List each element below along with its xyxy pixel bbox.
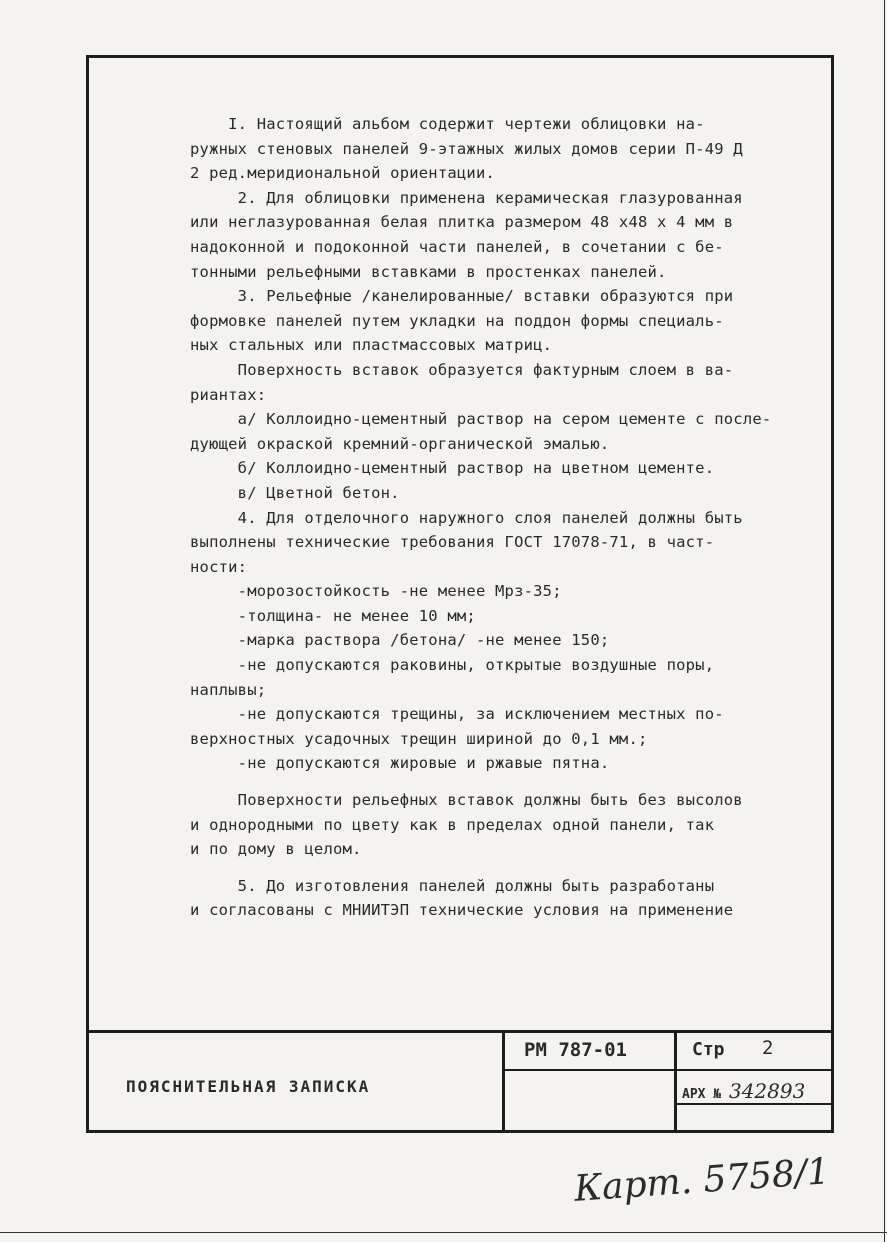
text-line: Поверхности рельефных вставок должны быть без высолов <box>190 791 743 810</box>
text-line: тонными рельефными вставками в простенках панелей. <box>190 262 667 281</box>
text-line: и согласованы с МНИИТЭП технические условия на применение <box>190 901 734 920</box>
text-line: риантах: <box>190 385 267 404</box>
text-line: -толщина- не менее 10 мм; <box>190 606 476 625</box>
text-line: в/ Цветной бетон. <box>190 483 400 502</box>
text-line: -морозостойкость -не менее Мрз-35; <box>190 582 562 601</box>
text-line: -не допускаются трещины, за исключением местных по- <box>190 705 724 724</box>
text-line: надоконной и подоконной части панелей, в сочетании с бе- <box>190 237 724 256</box>
document-code: РМ 787-01 <box>524 1039 627 1061</box>
document-title: ПОЯСНИТЕЛЬНАЯ ЗАПИСКА <box>126 1077 371 1096</box>
handwritten-note: Карт. 5758/1 <box>572 1151 832 1210</box>
paragraph-gap <box>190 862 830 874</box>
text-line: ружных стеновых панелей 9-этажных жилых домов серии П-49 Д <box>190 139 743 158</box>
text-line: формовке панелей путем укладки на поддон формы специаль- <box>190 311 724 330</box>
text-line: I. Настоящий альбом содержит чертежи облицовки на- <box>190 115 705 133</box>
text-line: -не допускаются жировые и ржавые пятна. <box>190 754 610 773</box>
text-line: 4. Для отделочного наружного слоя панелей должны быть <box>190 508 743 527</box>
archive-number <box>682 1079 805 1103</box>
text-line: Поверхность вставок образуется фактурным слоем в ва- <box>190 360 734 379</box>
text-line: и однородными по цвету как в пределах одной панели, так <box>190 815 715 834</box>
text-line: 5. До изготовления панелей должны быть разработаны <box>190 876 715 895</box>
text-line: ных стальных или пластмассовых матриц. <box>190 336 553 355</box>
text-line: и по дому в целом. <box>190 840 362 859</box>
text-line: 2 ред.меридиональной ориентации. <box>190 164 496 183</box>
archive-label: АРХ № <box>682 1087 722 1102</box>
sheet-number: 2 <box>762 1037 774 1059</box>
text-line: верхностных усадочных трещин шириной до 0,1 мм.; <box>190 729 648 748</box>
text-line: выполнены технические требования ГОСТ 17078-71, в част- <box>190 533 715 552</box>
explanatory-note-text <box>190 112 830 923</box>
text-line: 3. Рельефные /канелированные/ вставки образуются при <box>190 287 734 306</box>
title-block-divider <box>674 1033 677 1133</box>
text-line: наплывы; <box>190 680 267 699</box>
title-block-divider <box>502 1069 834 1071</box>
title-block-divider <box>502 1033 505 1133</box>
text-line: или неглазурованная белая плитка размером 48 х48 х 4 мм в <box>190 213 734 232</box>
scan-edge-line <box>0 1232 887 1233</box>
sheet-label: Стр <box>692 1039 725 1060</box>
text-line: 2. Для облицовки применена керамическая глазурованная <box>190 188 743 207</box>
text-line: -марка раствора /бетона/ -не менее 150; <box>190 631 610 650</box>
title-block-divider <box>674 1103 834 1105</box>
title-block <box>86 1030 834 1133</box>
scan-edge-line <box>884 0 885 1242</box>
text-line: ности: <box>190 557 248 576</box>
text-line: -не допускаются раковины, открытые воздушные поры, <box>190 656 715 675</box>
archive-number-value: 342893 <box>728 1079 806 1103</box>
paragraph-gap <box>190 776 830 788</box>
text-line: дующей окраской кремний-органической эмалью. <box>190 434 610 453</box>
text-line: а/ Коллоидно-цементный раствор на сером цементе с после- <box>190 410 772 429</box>
text-line: б/ Коллоидно-цементный раствор на цветном цементе. <box>190 459 715 478</box>
